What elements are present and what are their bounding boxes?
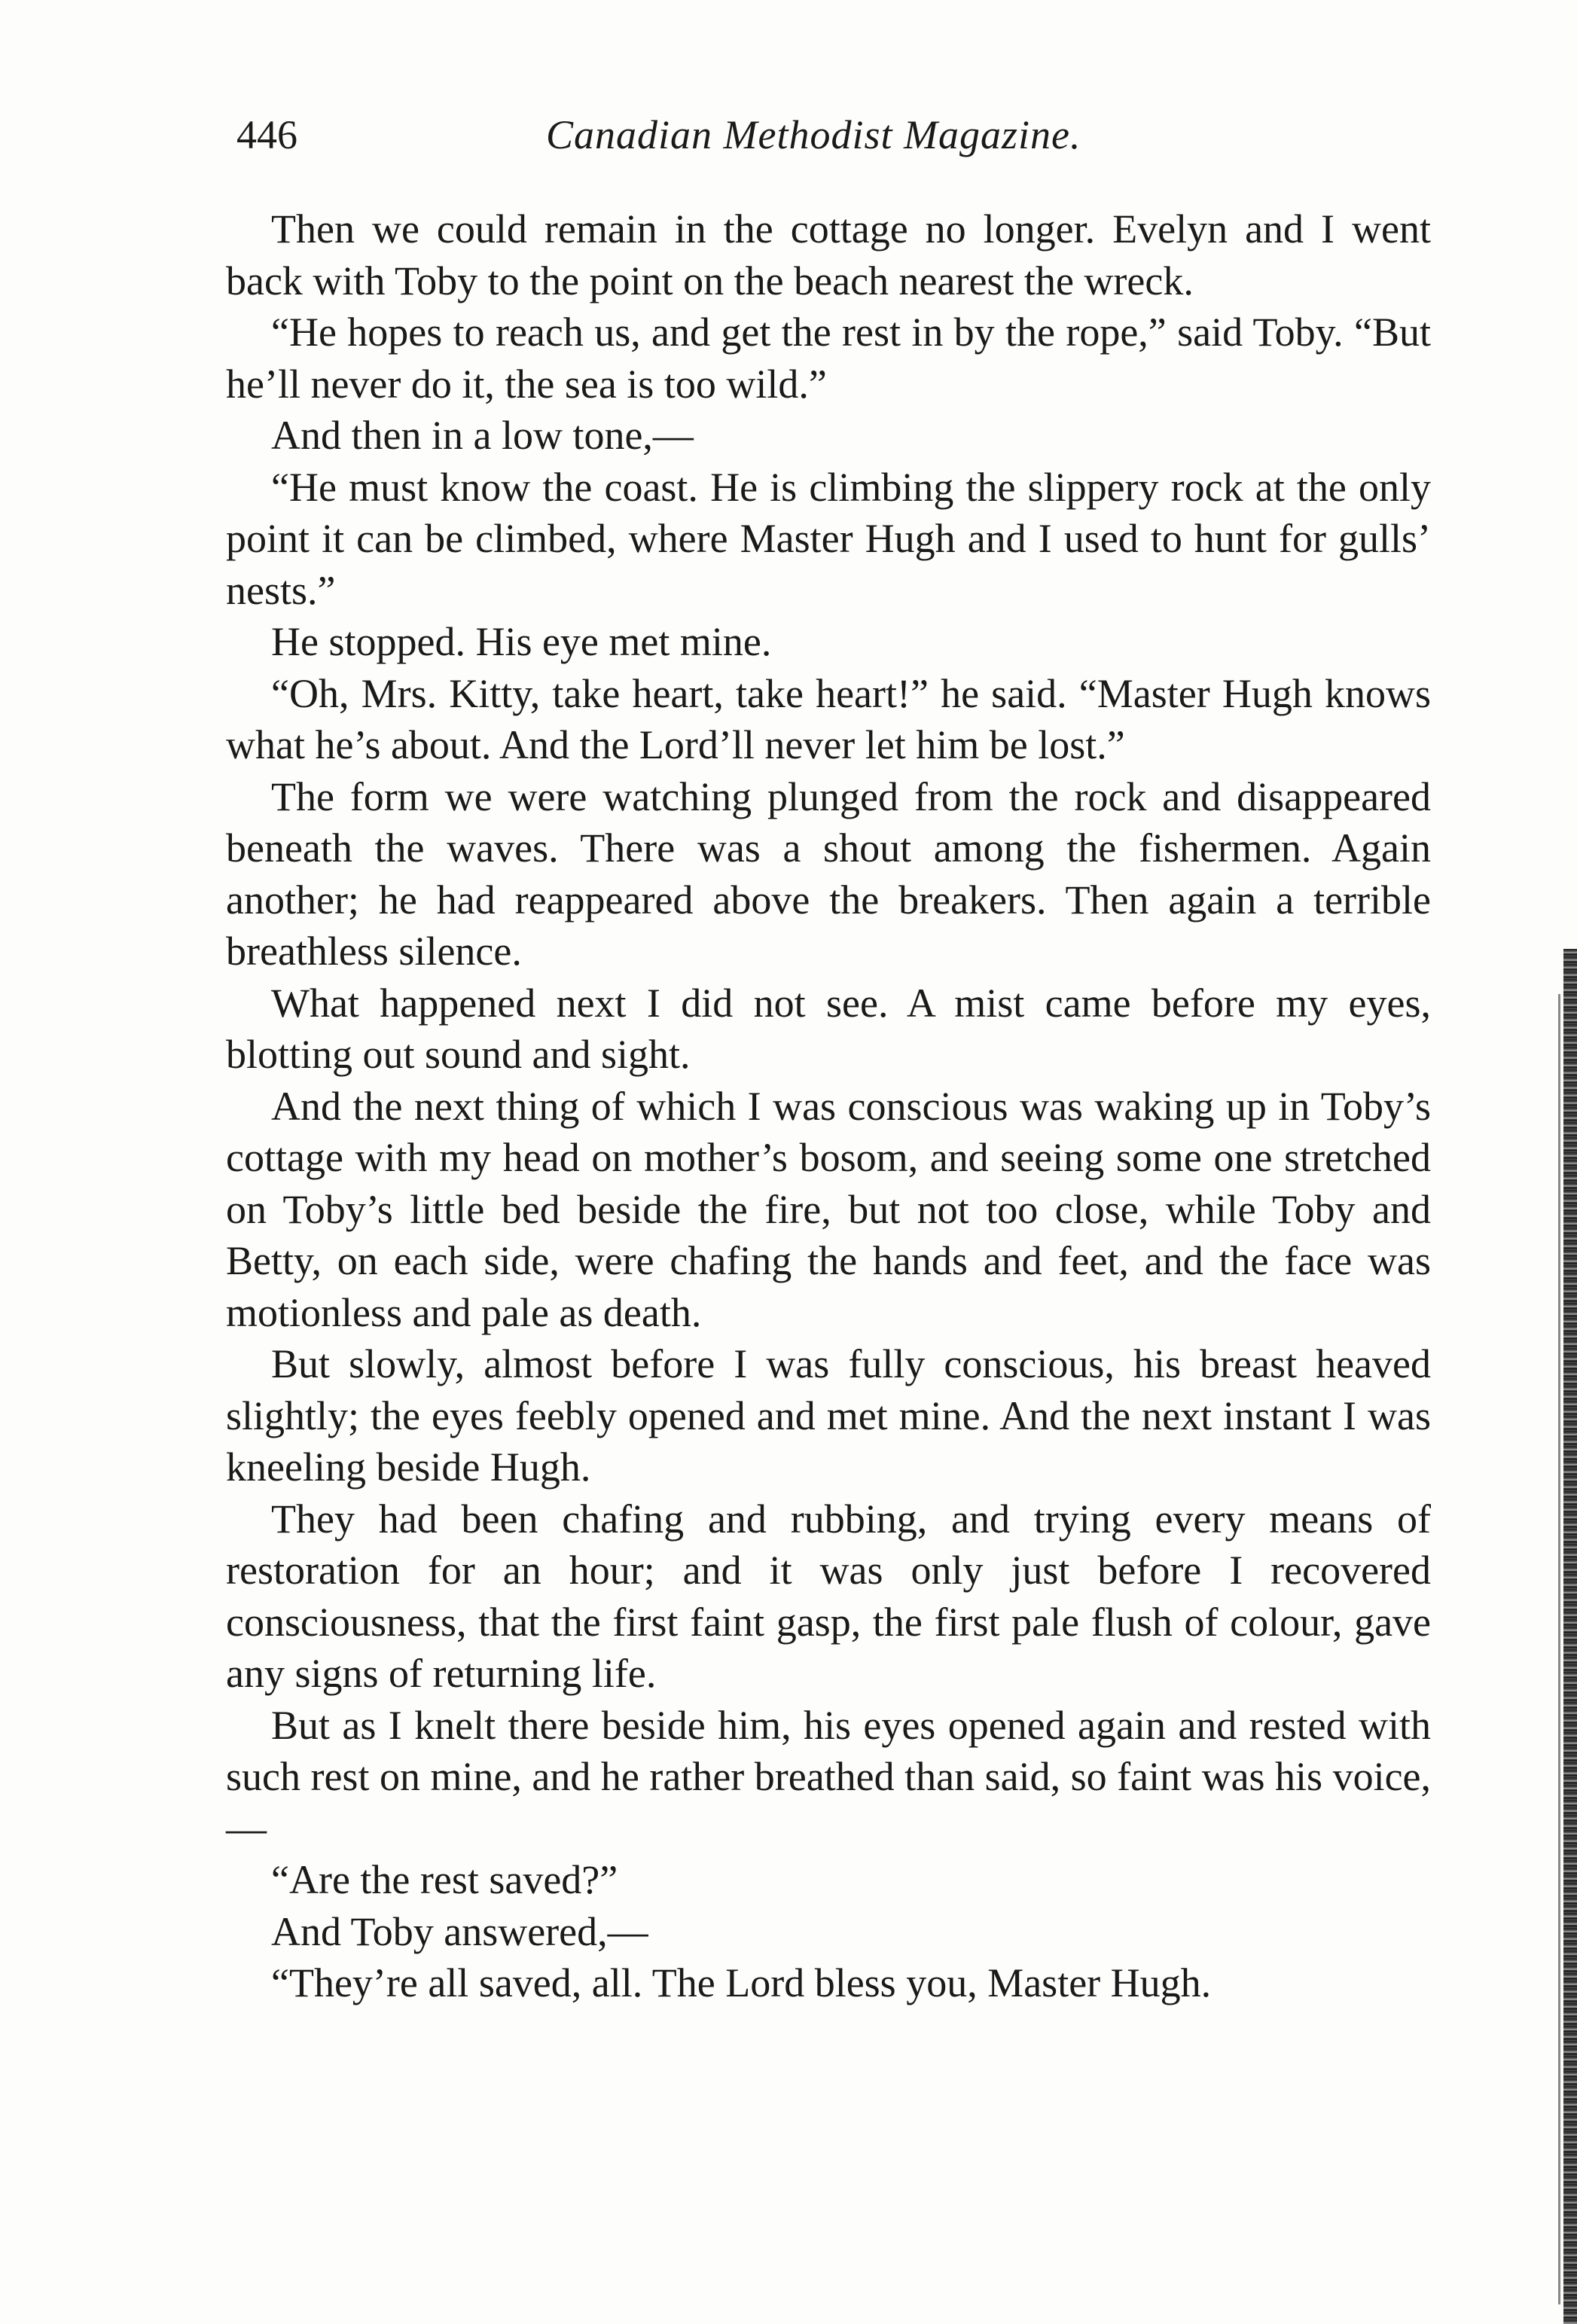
paragraph: He stopped. His eye met mine. [271,619,772,664]
paragraph: But slowly, almost before I was fully conscious, his breast heaved slightly; the eyes feebly opened and met mine. And the next instant I was kneeling beside Hugh. [226,1341,1431,1490]
paragraph: And the next thing of which I was conscious was waking up in Toby’s cottage with my head on mother’s bosom, and seeing some one stretched on Toby’s little bed beside the fire, but not too close, while Toby and Betty, on each side, were chafing the hands and feet, and the face was motionless and pale as death. [226,1083,1431,1335]
scan-page-edge [1563,949,1577,2324]
paragraph: “He must know the coast. He is climbing the slippery rock at the only point it can be climbed, where Master Hugh and I used to hunt for gulls’ nests.” [226,464,1431,613]
paragraph: What happened next I did not see. A mist came before my eyes, blotting out sound and sight. [226,980,1431,1077]
paragraph: And then in a low tone,— [271,413,694,458]
paragraph: The form we were watching plunged from the rock and disappeared beneath the waves. There was a shout among the fishermen. Again another; he had reappeared above the breakers. Then again a terrible breathless silence. [226,773,1431,974]
paragraph: They had been chafing and rubbing, and trying every means of restoration for an hour; and it was only just before I recovered consciousness, that the first faint gasp, the first pale flush of colour, gave any signs of returning life. [226,1496,1431,1696]
paragraph: “They’re all saved, all. The Lord bless you, Master Hugh. [271,1960,1212,2005]
running-title: Canadian Methodist Magazine. [546,112,1081,157]
paragraph: “Are the rest saved?” [271,1857,618,1902]
paragraph: Then we could remain in the cottage no longer. Evelyn and I went back with Toby to the point on the beach nearest the wreck. [226,206,1431,303]
paragraph: And Toby answered,— [271,1908,648,1954]
page-header [226,111,1431,172]
paragraph: “Oh, Mrs. Kitty, take heart, take heart!” he said. “Master Hugh knows what he’s about. And the Lord’ll never let him be lost.” [226,670,1431,767]
scan-edge-line [1558,994,1560,2304]
paragraph: But as I knelt there beside him, his eyes opened again and rested with such rest on mine, and he rather breathed than said, so faint was his voice,— [226,1702,1432,1851]
paragraph: “He hopes to reach us, and get the rest in by the rope,” said Toby. “But he’ll never do it, the sea is too wild.” [226,310,1431,407]
body-text [226,203,1431,2009]
page-number: 446 [236,112,297,157]
